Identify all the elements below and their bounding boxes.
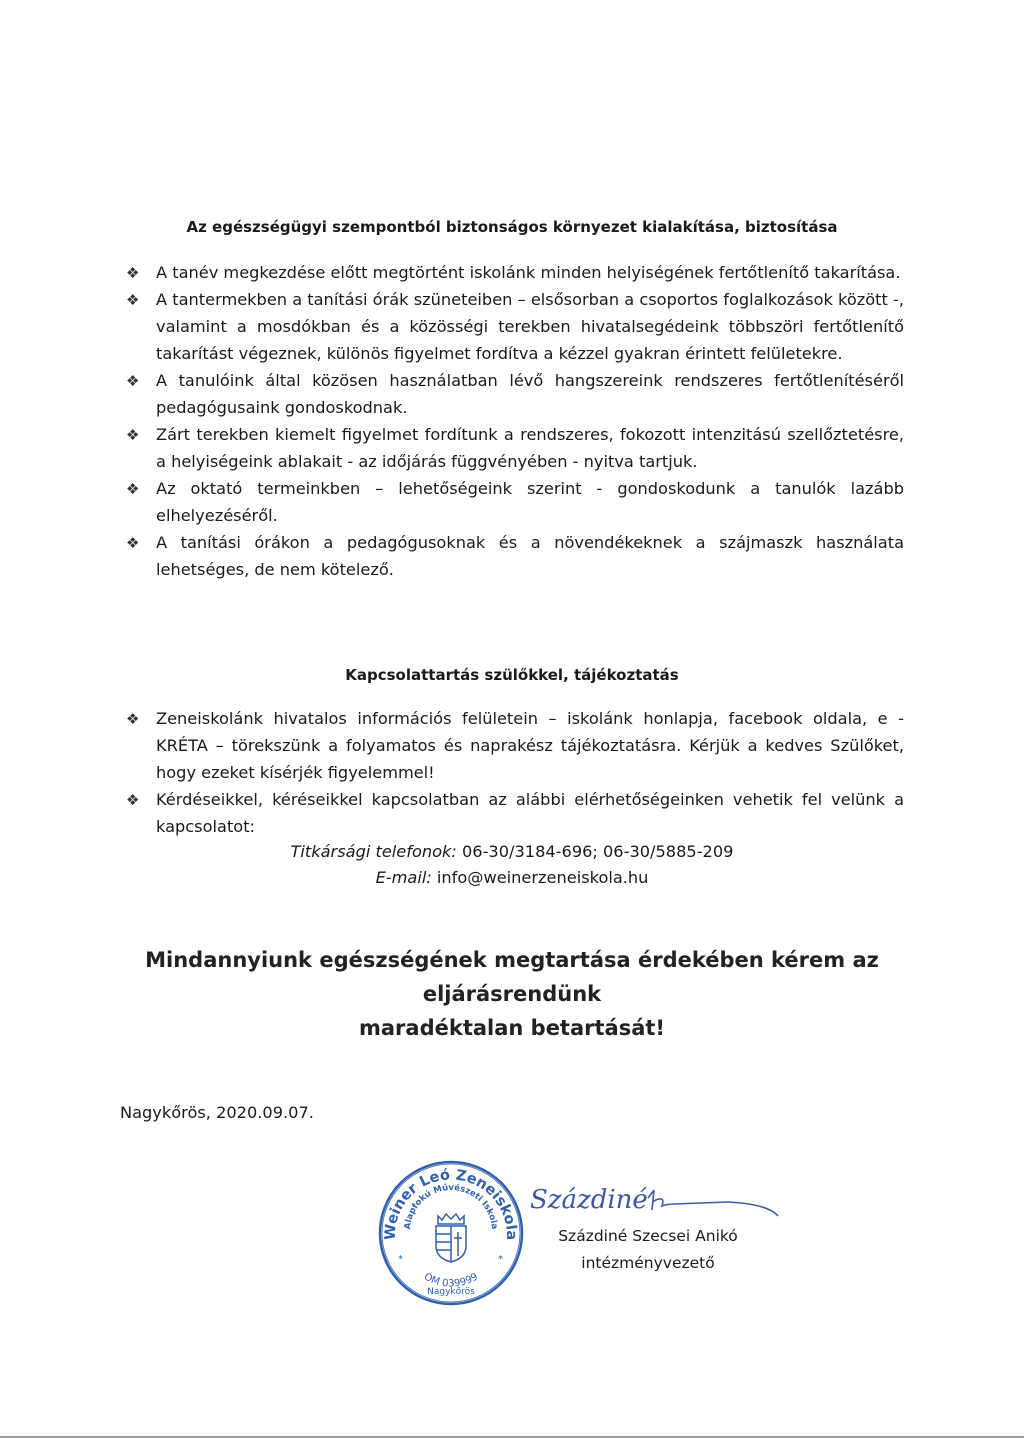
list-item: ❖ A tanulóink által közösen használatban lévő hangszereink rendszeres fertőtlenítéséről pedagógusaink gondoskodnak.: [120, 367, 904, 421]
email-value: info@weinerzeneiskola.hu: [431, 868, 649, 887]
signature-text: Százdiné: [530, 1185, 648, 1215]
section1-title: Az egészségügyi szempontból biztonságos környezet kialakítása, biztosítása: [186, 218, 838, 236]
email-label: E-mail:: [375, 868, 432, 887]
date-line: Nagykőrös, 2020.09.07.: [120, 1103, 314, 1122]
svg-text:*: *: [498, 1254, 503, 1265]
closing-line-2: maradéktalan betartását!: [359, 1016, 665, 1040]
stamp-city: Nagykőrös: [427, 1287, 475, 1297]
school-stamp: [376, 1158, 526, 1308]
phone-line: [0, 838, 1024, 865]
diamond-bullet-icon: ❖: [126, 534, 140, 552]
signer-role: intézményvezető: [581, 1254, 715, 1272]
closing-line-1: Mindannyiunk egészségének megtartása érdekében kérem az eljárásrendünk: [145, 948, 879, 1006]
stamp-inner-text: Alapfokú Művészeti Iskola: [402, 1182, 500, 1230]
list-item: ❖ A tantermekben a tanítási órák szüneteiben – elsősorban a csoportos foglalkozások között -, valamint a mosdókban és a közösségi terekben hivatalsegédeink többszöri fertőtlenítő takarítást végeznek, különös figyelmet fordítva a kézzel gyakran érintett felületekre.: [120, 286, 904, 367]
page-bottom-edge: [0, 1436, 1024, 1438]
diamond-bullet-icon: ❖: [126, 426, 140, 444]
closing-statement: [100, 943, 924, 1045]
phone-value: 06-30/3184-696; 06-30/5885-209: [456, 842, 734, 861]
stamp-om: OM 039999: [421, 1271, 481, 1290]
handwritten-signature: [528, 1180, 788, 1230]
coat-of-arms-icon: [436, 1214, 466, 1262]
list-item: ❖ Kérdéseikkel, kéréseikkel kapcsolatban az alábbi elérhetőségeinken vehetik fel velünk a kapcsolatot:: [120, 786, 904, 840]
diamond-bullet-icon: ❖: [126, 291, 140, 309]
list-item: ❖ Zeneiskolánk hivatalos információs felületein – iskolánk honlapja, facebook oldala, e - KRÉTA – törekszünk a folyamatos és naprakész tájékoztatásra. Kérjük a kedves Szülőket, hogy ezeket kísérjék figyelemmel!: [120, 705, 904, 786]
diamond-bullet-icon: ❖: [126, 264, 140, 282]
phone-label: Titkársági telefonok:: [290, 842, 457, 861]
diamond-bullet-icon: ❖: [126, 372, 140, 390]
diamond-bullet-icon: ❖: [126, 791, 140, 809]
list-item: ❖ Az oktató termeinkben – lehetőségeink szerint - gondoskodunk a tanulók lazább elhelyezéséről.: [120, 475, 904, 529]
list-item: ❖ Zárt terekben kiemelt figyelmet fordítunk a rendszeres, fokozott intenzitású szellőztetésre, a helyiségeink ablakait - az időjárás függvényében - nyitva tartjuk.: [120, 421, 904, 475]
stamp-school-name: Weiner Leó Zeneiskola: [382, 1167, 520, 1241]
svg-text:*: *: [398, 1254, 403, 1265]
email-line: [0, 864, 1024, 891]
section2-list: [120, 705, 904, 840]
signer-name: Százdiné Szecsei Anikó: [558, 1227, 738, 1245]
section1-list: [120, 259, 904, 583]
diamond-bullet-icon: ❖: [126, 480, 140, 498]
section2-title: Kapcsolattartás szülőkkel, tájékoztatás: [345, 666, 679, 684]
list-item: ❖ A tanítási órákon a pedagógusoknak és a növendékeknek a szájmaszk használata lehetséges, de nem kötelező.: [120, 529, 904, 583]
diamond-bullet-icon: ❖: [126, 710, 140, 728]
list-item: ❖ A tanév megkezdése előtt megtörtént iskolánk minden helyiségének fertőtlenítő takarítása.: [120, 259, 904, 286]
